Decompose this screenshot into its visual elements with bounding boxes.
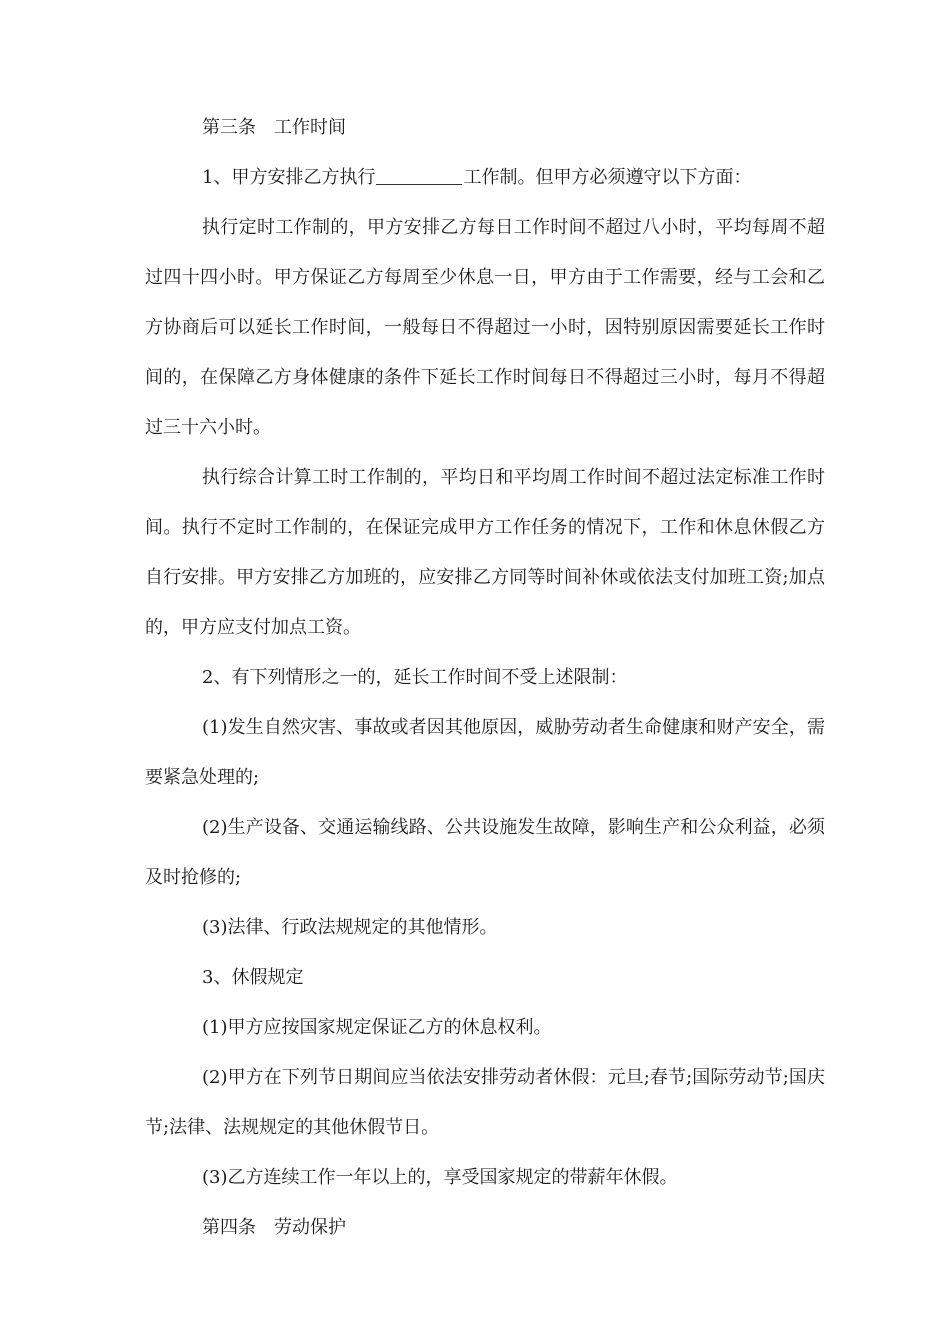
- leave-item-2: (2)甲方在下列节日期间应当依法安排劳动者休假：元旦;春节;国际劳动节;国庆节;法律、法规规定的其他休假节日。: [145, 1067, 825, 1138]
- clause-2-exceptions: 2、有下列情形之一的，延长工作时间不受上述限制：: [202, 667, 628, 688]
- exception-item-1: (1)发生自然灾害、事故或者因其他原因，威胁劳动者生命健康和财产安全，需要紧急处理的;: [145, 717, 825, 788]
- clause-3-leave-rules: 3、休假规定: [202, 967, 304, 988]
- article-4-heading: 第四条 劳动保护: [202, 1217, 346, 1238]
- leave-item-1: (1)甲方应按国家规定保证乙方的休息权利。: [202, 1017, 552, 1038]
- work-system-blank-field[interactable]: [376, 166, 462, 185]
- clause-1-text-after: 工作制。但甲方必须遵守以下方面：: [463, 167, 752, 188]
- exception-item-2: (2)生产设备、交通运输线路、公共设施发生故障，影响生产和公众利益，必须及时抢修的;: [145, 817, 825, 888]
- article-3-heading: 第三条 工作时间: [202, 117, 346, 138]
- clause-1-work-system: [145, 153, 825, 203]
- clause-1-text-before: 1、甲方安排乙方执行: [202, 167, 376, 188]
- leave-item-3: (3)乙方连续工作一年以上的，享受国家规定的带薪年休假。: [202, 1167, 678, 1188]
- fixed-hours-paragraph: 执行定时工作制的，甲方安排乙方每日工作时间不超过八小时，平均每周不超过四十四小时。甲方保证乙方每周至少休息一日，甲方由于工作需要，经与工会和乙方协商后可以延长工作时间，一般每日不得超过一小时，因特别原因需要延长工作时间的，在保障乙方身体健康的条件下延长工作时间每日不得超过三小时，每月不得超过三十六小时。: [145, 217, 825, 438]
- document-body: [145, 103, 825, 1253]
- exception-item-3: (3)法律、行政法规规定的其他情形。: [202, 917, 498, 938]
- comprehensive-hours-paragraph: 执行综合计算工时工作制的，平均日和平均周工作时间不超过法定标准工作时间。执行不定时工作制的，在保证完成甲方工作任务的情况下，工作和休息休假乙方自行安排。甲方安排乙方加班的，应安排乙方同等时间补休或依法支付加班工资;加点的，甲方应支付加点工资。: [145, 467, 825, 638]
